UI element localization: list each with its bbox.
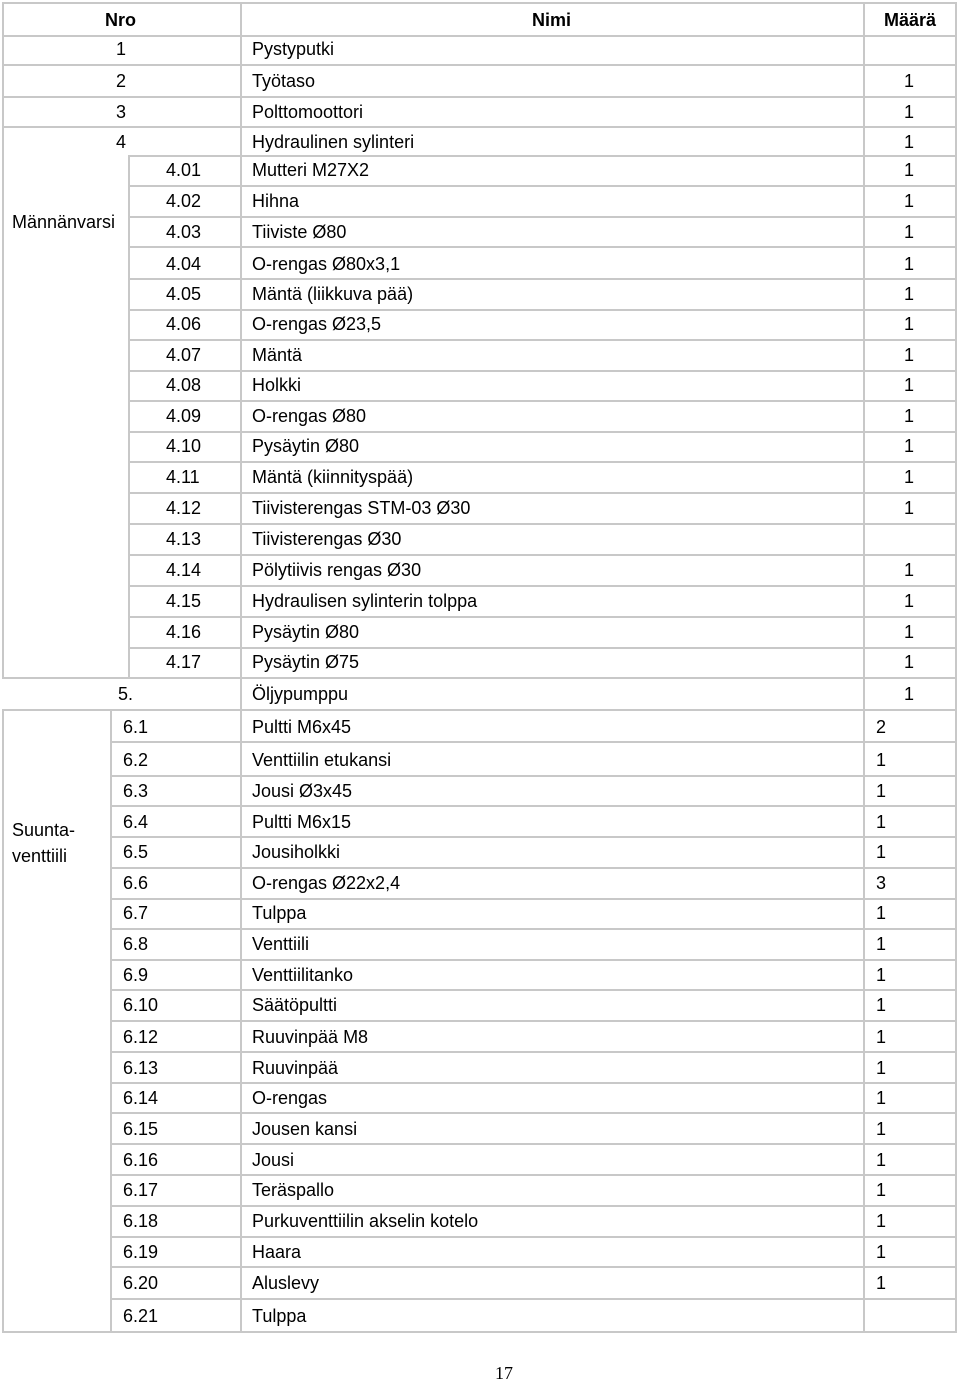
row-nro: 4.01 (166, 160, 202, 180)
row-nro: 6.7 (123, 903, 149, 923)
grid-line (110, 989, 956, 991)
row-maara: 1 (876, 1273, 887, 1293)
row-nro: 6.21 (123, 1306, 159, 1326)
grid-line (110, 805, 956, 807)
row-maara: 1 (904, 406, 915, 426)
grid-line (110, 1082, 956, 1084)
grid-line (110, 1266, 956, 1268)
row-nimi: Tulppa (252, 903, 307, 923)
row-nimi: Pysäytin Ø75 (252, 652, 360, 672)
grid-line (128, 523, 956, 525)
row-maara: 1 (876, 750, 887, 770)
row-maara: 1 (904, 345, 915, 365)
row-nimi: Venttiilin etukansi (252, 750, 392, 770)
grid-line (2, 709, 4, 1333)
row-nimi: Työtaso (252, 71, 316, 91)
row-nro: 6.20 (123, 1273, 159, 1293)
row-maara: 1 (876, 1242, 887, 1262)
row-nro: 6.12 (123, 1027, 159, 1047)
row-nimi: Mäntä (liikkuva pää) (252, 284, 414, 304)
row-maara: 1 (876, 1150, 887, 1170)
row-nro: 5. (118, 684, 134, 704)
row-nimi: Ruuvinpää (252, 1058, 339, 1078)
row-maara: 1 (876, 1027, 887, 1047)
row-nimi: O-rengas Ø80x3,1 (252, 254, 401, 274)
row-nimi: Pultti M6x45 (252, 717, 352, 737)
row-nimi: Venttiilitanko (252, 965, 354, 985)
row-nro: 6.18 (123, 1211, 159, 1231)
row-nro: 4.05 (166, 284, 202, 304)
row-maara: 1 (904, 467, 915, 487)
grid-line (128, 616, 956, 618)
grid-line (128, 492, 956, 494)
grid-line (110, 1020, 956, 1022)
row-nro: 3 (116, 102, 127, 122)
grid-line (240, 2, 242, 1333)
row-nro: 4.13 (166, 529, 202, 549)
row-maara: 1 (876, 995, 887, 1015)
row-nimi: O-rengas Ø22x2,4 (252, 873, 401, 893)
row-maara: 1 (876, 1180, 887, 1200)
row-maara: 1 (904, 132, 915, 152)
row-nro: 4.17 (166, 652, 202, 672)
row-nimi: Tiivisterengas STM-03 Ø30 (252, 498, 471, 518)
row-nimi: Mutteri M27X2 (252, 160, 370, 180)
row-maara: 1 (904, 622, 915, 642)
grid-line (110, 867, 956, 869)
row-nimi: Mäntä (kiinnityspää) (252, 467, 414, 487)
row-nimi: Pultti M6x15 (252, 812, 352, 832)
grid-line (2, 35, 956, 37)
grid-line (128, 155, 130, 677)
row-nro: 6.4 (123, 812, 149, 832)
grid-line (110, 836, 956, 838)
row-nimi: Aluslevy (252, 1273, 320, 1293)
row-nro: 4.04 (166, 254, 202, 274)
page-number: 17 (495, 1363, 513, 1383)
grid-line (110, 1298, 956, 1300)
row-nimi: Pysäytin Ø80 (252, 436, 360, 456)
row-nimi: Haara (252, 1242, 302, 1262)
row-nro: 4.09 (166, 406, 202, 426)
row-nimi: Ruuvinpää M8 (252, 1027, 369, 1047)
grid-line (110, 928, 956, 930)
row-nro: 4.11 (166, 467, 200, 487)
row-nimi: O-rengas Ø23,5 (252, 314, 382, 334)
row-nimi: Polttomoottori (252, 102, 364, 122)
row-nro: 4.12 (166, 498, 202, 518)
row-nro: 6.10 (123, 995, 159, 1015)
row-maara: 1 (876, 781, 887, 801)
row-nimi: Jousiholkki (252, 842, 341, 862)
grid-line (2, 126, 956, 128)
row-nimi: Öljypumppu (252, 684, 349, 704)
grid-line (2, 96, 956, 98)
row-maara: 1 (904, 436, 915, 456)
grid-line (110, 898, 956, 900)
row-maara: 1 (876, 812, 887, 832)
grid-line (128, 339, 956, 341)
row-nimi: Jousen kansi (252, 1119, 358, 1139)
row-nro: 4 (116, 132, 127, 152)
row-nimi: Venttiili (252, 934, 310, 954)
grid-line (2, 64, 956, 66)
grid-line (128, 585, 956, 587)
row-nro: 6.3 (123, 781, 149, 801)
grid-line (110, 1051, 956, 1053)
row-nimi: Säätöpultti (252, 995, 338, 1015)
row-nimi: Hydraulisen sylinterin tolppa (252, 591, 478, 611)
row-nro: 6.15 (123, 1119, 159, 1139)
row-nimi: Tiiviste Ø80 (252, 222, 347, 242)
grid-line (955, 2, 957, 1333)
row-maara: 1 (904, 160, 915, 180)
row-nimi: Jousi Ø3x45 (252, 781, 353, 801)
row-maara: 1 (904, 652, 915, 672)
group-label-suuntaventtiili-line2: venttiili (12, 846, 68, 866)
row-maara: 1 (904, 498, 915, 518)
row-nro: 6.8 (123, 934, 149, 954)
group-label-suuntaventtiili-line1: Suunta- (12, 820, 76, 840)
grid-line (110, 1143, 956, 1145)
row-nimi: Pölytiivis rengas Ø30 (252, 560, 422, 580)
grid-line (128, 647, 956, 649)
header-maara: Määrä (884, 10, 937, 30)
row-nro: 4.15 (166, 591, 202, 611)
row-nimi: Holkki (252, 375, 302, 395)
row-maara: 3 (876, 873, 887, 893)
grid-line (128, 370, 956, 372)
row-maara: 1 (876, 934, 887, 954)
grid-line (128, 185, 956, 187)
grid-line (128, 278, 956, 280)
row-nimi: O-rengas (252, 1088, 328, 1108)
row-nro: 6.5 (123, 842, 149, 862)
grid-line (110, 775, 956, 777)
row-nro: 4.14 (166, 560, 202, 580)
grid-line (128, 246, 956, 248)
row-maara: 1 (904, 375, 915, 395)
row-maara: 1 (904, 684, 915, 704)
row-nimi: Jousi (252, 1150, 295, 1170)
row-nro: 4.02 (166, 191, 202, 211)
row-nimi: Pysäytin Ø80 (252, 622, 360, 642)
row-nro: 6.9 (123, 965, 149, 985)
grid-line (2, 1331, 956, 1333)
row-nimi: Tiivisterengas Ø30 (252, 529, 402, 549)
row-nimi: Teräspallo (252, 1180, 335, 1200)
grid-line (2, 677, 956, 679)
grid-line (128, 309, 956, 311)
row-nro: 4.06 (166, 314, 202, 334)
row-maara: 1 (904, 102, 915, 122)
row-maara: 1 (876, 842, 887, 862)
row-nro: 6.1 (123, 717, 149, 737)
grid-line (110, 1112, 956, 1114)
header-nimi: Nimi (532, 10, 572, 30)
row-nro: 6.19 (123, 1242, 159, 1262)
grid-line (2, 2, 4, 677)
row-maara: 1 (904, 254, 915, 274)
row-nimi: Pystyputki (252, 39, 335, 59)
row-nro: 2 (116, 71, 127, 91)
row-nro: 6.17 (123, 1180, 159, 1200)
row-nro: 6.13 (123, 1058, 159, 1078)
grid-line (110, 1205, 956, 1207)
grid-line (2, 709, 956, 711)
row-maara: 1 (904, 222, 915, 242)
row-maara: 1 (876, 1119, 887, 1139)
row-nimi: Purkuventtiilin akselin kotelo (252, 1211, 479, 1231)
grid-line (110, 1174, 956, 1176)
row-nro: 4.16 (166, 622, 202, 642)
group-label-mannanvarsi: Männänvarsi (12, 212, 116, 232)
row-maara: 1 (904, 591, 915, 611)
row-maara: 1 (876, 965, 887, 985)
grid-line (128, 431, 956, 433)
row-maara: 1 (876, 1058, 887, 1078)
grid-line (128, 400, 956, 402)
row-maara: 1 (904, 71, 915, 91)
row-nro: 4.08 (166, 375, 202, 395)
grid-line (110, 959, 956, 961)
row-nimi: Hihna (252, 191, 300, 211)
row-nro: 6.2 (123, 750, 149, 770)
grid-line (2, 2, 956, 4)
row-maara: 1 (876, 1088, 887, 1108)
grid-line (110, 709, 112, 1333)
row-maara: 1 (904, 560, 915, 580)
grid-line (110, 1236, 956, 1238)
row-nimi: Hydraulinen sylinteri (252, 132, 415, 152)
header-nro: Nro (105, 10, 136, 30)
row-nimi: Tulppa (252, 1306, 307, 1326)
row-nro: 4.07 (166, 345, 202, 365)
row-nro: 1 (116, 39, 127, 59)
row-nimi: Mäntä (252, 345, 303, 365)
row-maara: 1 (904, 191, 915, 211)
grid-line (110, 741, 956, 743)
grid-line (128, 216, 956, 218)
row-maara: 1 (876, 903, 887, 923)
row-maara: 1 (904, 284, 915, 304)
row-maara: 1 (876, 1211, 887, 1231)
row-nro: 4.03 (166, 222, 202, 242)
row-maara: 1 (904, 314, 915, 334)
grid-line (863, 2, 865, 1333)
row-nro: 4.10 (166, 436, 202, 456)
grid-line (128, 554, 956, 556)
row-nro: 6.6 (123, 873, 149, 893)
row-nro: 6.16 (123, 1150, 159, 1170)
row-maara: 2 (876, 717, 887, 737)
row-nro: 6.14 (123, 1088, 159, 1108)
row-nimi: O-rengas Ø80 (252, 406, 367, 426)
grid-line (128, 461, 956, 463)
grid-line (128, 155, 956, 157)
